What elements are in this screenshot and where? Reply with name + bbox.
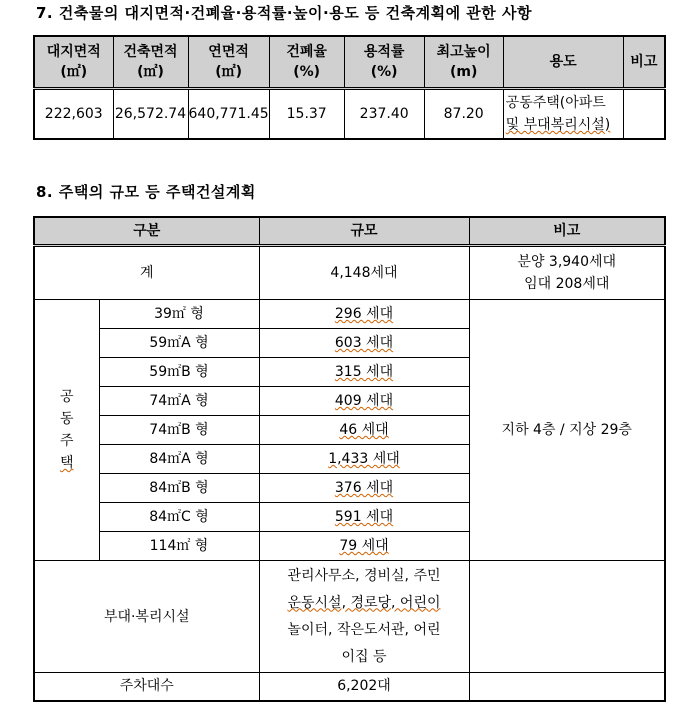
group-char: 택 bbox=[59, 455, 74, 471]
header-label: 최고높이 bbox=[436, 44, 491, 60]
header-label: 비고 bbox=[630, 54, 658, 70]
apartment-floors: 지하 4층 / 지상 29층 bbox=[469, 300, 665, 561]
header-cell bbox=[623, 36, 665, 89]
header-label: 연면적 bbox=[208, 44, 249, 60]
unit-count bbox=[259, 445, 469, 474]
unit-type: 84㎡B 형 bbox=[99, 474, 259, 503]
section-8-title: 8. 주택의 규모 등 주택건설계획 bbox=[36, 183, 256, 201]
welfare-remarks bbox=[469, 561, 665, 673]
unit-count-text: 296 세대 bbox=[334, 306, 394, 322]
welfare-facilities bbox=[259, 561, 469, 673]
group-char: 공 bbox=[59, 389, 74, 405]
header-remarks: 비고 bbox=[469, 217, 665, 246]
rental-note: 임대 208세대 bbox=[524, 276, 610, 292]
total-label: 계 bbox=[34, 246, 259, 300]
unit-type: 74㎡B 형 bbox=[99, 416, 259, 445]
sale-note: 분양 3,940세대 bbox=[517, 254, 617, 270]
unit-type: 59㎡B 형 bbox=[99, 358, 259, 387]
housing-plan-table bbox=[33, 216, 666, 702]
header-label: 용도 bbox=[549, 54, 577, 70]
unit-count bbox=[259, 329, 469, 358]
unit-type: 59㎡A 형 bbox=[99, 329, 259, 358]
welfare-line: 운동시설, 경로당, 어린이 bbox=[287, 594, 441, 611]
header-cell bbox=[424, 36, 503, 89]
building-area: 26,572.74 bbox=[113, 89, 188, 140]
welfare-line: 놀이터, 작은도서관, 어린 bbox=[287, 621, 441, 638]
header-cell bbox=[113, 36, 188, 89]
usage-line-2: 및 부대복리시설) bbox=[505, 117, 611, 133]
header-unit: (㎡) bbox=[215, 64, 242, 80]
unit-type: 39㎡ 형 bbox=[99, 300, 259, 329]
unit-count-text: 1,433 세대 bbox=[328, 451, 400, 467]
header-unit: (㎡) bbox=[60, 64, 88, 80]
header-unit: (%) bbox=[370, 64, 398, 80]
max-height: 87.20 bbox=[424, 89, 503, 140]
apartment-group-label bbox=[34, 300, 99, 561]
unit-count-text: 409 세대 bbox=[334, 393, 394, 409]
usage-line-1: 공동주택(아파트 bbox=[505, 95, 606, 111]
unit-count-text: 376 세대 bbox=[334, 480, 394, 496]
unit-count bbox=[259, 416, 469, 445]
header-cell bbox=[188, 36, 269, 89]
unit-count-text: 315 세대 bbox=[334, 364, 394, 380]
header-unit: (%) bbox=[293, 64, 321, 80]
table-row bbox=[34, 300, 665, 329]
group-char: 동 bbox=[59, 411, 74, 427]
header-label: 건축면적 bbox=[123, 44, 178, 60]
welfare-line: 이집 등 bbox=[341, 648, 387, 665]
building-plan-table bbox=[33, 35, 666, 140]
header-unit: (m) bbox=[449, 64, 478, 80]
total-note bbox=[469, 246, 665, 300]
unit-type: 84㎡A 형 bbox=[99, 445, 259, 474]
unit-count-text: 591 세대 bbox=[334, 509, 394, 525]
header-cell bbox=[34, 36, 113, 89]
unit-count bbox=[259, 387, 469, 416]
parking-value: 6,202대 bbox=[259, 673, 469, 701]
unit-count-text: 46 세대 bbox=[339, 422, 389, 438]
welfare-line: 관리사무소, 경비실, 주민 bbox=[287, 567, 441, 584]
header-label: 용적률 bbox=[363, 44, 405, 60]
usage bbox=[503, 89, 623, 140]
unit-count bbox=[259, 474, 469, 503]
parking-label: 주차대수 bbox=[34, 673, 259, 701]
remarks bbox=[623, 89, 665, 140]
unit-count bbox=[259, 503, 469, 532]
unit-type: 74㎡A 형 bbox=[99, 387, 259, 416]
coverage-ratio: 15.37 bbox=[269, 89, 344, 140]
unit-count bbox=[259, 300, 469, 329]
site-area: 222,603 bbox=[34, 89, 113, 140]
header-category: 구분 bbox=[34, 217, 259, 246]
welfare-label: 부대·복리시설 bbox=[34, 561, 259, 673]
unit-count bbox=[259, 358, 469, 387]
unit-count-text: 603 세대 bbox=[334, 335, 394, 351]
header-scale: 규모 bbox=[259, 217, 469, 246]
unit-type: 84㎡C 형 bbox=[99, 503, 259, 532]
unit-count bbox=[259, 532, 469, 561]
unit-type: 114㎡ 형 bbox=[99, 532, 259, 561]
header-unit: (㎡) bbox=[137, 64, 164, 80]
header-cell bbox=[503, 36, 623, 89]
group-char: 주 bbox=[59, 433, 74, 449]
total-scale: 4,148세대 bbox=[259, 246, 469, 300]
header-cell bbox=[269, 36, 344, 89]
total-floor-area: 640,771.45 bbox=[188, 89, 269, 140]
unit-count-text: 79 세대 bbox=[339, 538, 389, 554]
floor-area-ratio: 237.40 bbox=[344, 89, 424, 140]
parking-remarks bbox=[469, 673, 665, 701]
header-cell bbox=[344, 36, 424, 89]
header-label: 건폐율 bbox=[286, 44, 327, 60]
header-label: 대지면적 bbox=[46, 44, 101, 60]
section-7-title: 7. 건축물의 대지면적·건폐율·용적률·높이·용도 등 건축계획에 관한 사항 bbox=[36, 4, 532, 22]
